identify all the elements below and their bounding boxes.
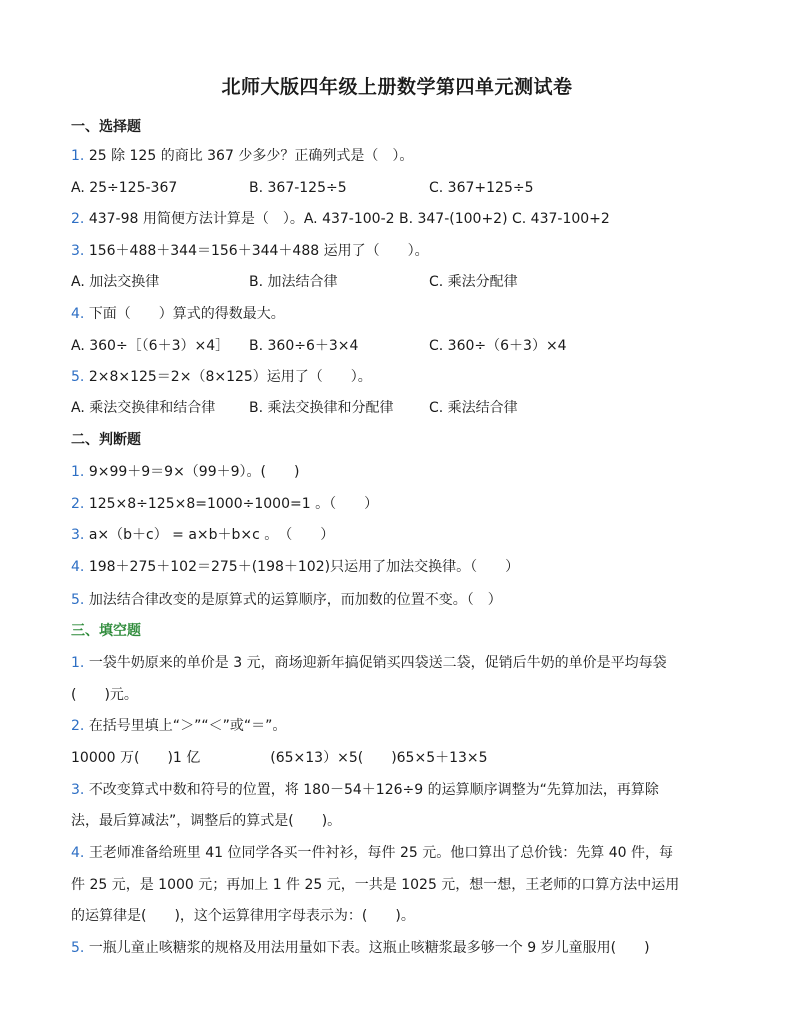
question-choice-1: [71, 146, 413, 166]
question-text: 125×8÷125×8=1000÷1000=1 。（ ）: [88, 496, 379, 512]
question-number: 2.: [71, 211, 85, 227]
question-fill-2: [71, 716, 286, 736]
option-a: A. 加法交换律: [71, 274, 160, 290]
question-number: 2.: [71, 718, 85, 734]
question-text: 156＋488＋344＝156＋344＋488 运用了（ ）。: [88, 243, 429, 259]
question-fill-4: [71, 843, 673, 863]
question-text: a×（b＋c） = a×b＋b×c 。 （ ）: [88, 527, 335, 543]
option-b: B. 360÷6＋3×4: [249, 338, 359, 354]
options-choice-3: [71, 272, 518, 292]
question-text: 加法结合律改变的是原算式的运算顺序，而加数的位置不变。（ ）: [88, 592, 502, 608]
question-fill-5: [71, 938, 650, 958]
question-fill-1-cont: ( )元。: [71, 687, 138, 703]
option-a: A. 360÷［（6＋3）×4］: [71, 338, 230, 354]
question-number: 4.: [71, 306, 85, 322]
question-judge-3: [71, 525, 334, 545]
question-text: 不改变算式中数和符号的位置，将 180－54＋126÷9 的运算顺序调整为“先算加法，再算除: [88, 782, 659, 798]
question-fill-4-cont2: 的运算律是( )，这个运算律用字母表示为：( )。: [71, 908, 415, 924]
options-choice-4: [71, 336, 567, 356]
question-number: 1.: [71, 464, 85, 480]
question-judge-5: [71, 590, 502, 610]
question-number: 5.: [71, 369, 85, 385]
question-text: 2×8×125＝2×（8×125）运用了（ ）。: [88, 369, 372, 385]
option-c: C. 367+125÷5: [429, 180, 534, 196]
section-heading-fill: 三、填空题: [71, 623, 141, 639]
question-text: 25 除 125 的商比 367 少多少？正确列式是（ ）。: [88, 148, 414, 164]
question-number: 1.: [71, 148, 85, 164]
question-number: 4.: [71, 559, 85, 575]
question-number: 4.: [71, 845, 85, 861]
question-text: 王老师准备给班里 41 位同学各买一件衬衫，每件 25 元。他口算出了总价钱：先算 40 件，每: [88, 845, 673, 861]
question-number: 2.: [71, 496, 85, 512]
option-b: B. 加法结合律: [249, 274, 338, 290]
question-number: 5.: [71, 592, 85, 608]
question-text: 一袋牛奶原来的单价是 3 元，商场迎新年搞促销买四袋送二袋，促销后牛奶的单价是平均每袋: [88, 655, 667, 671]
options-choice-1: [71, 178, 534, 198]
question-number: 3.: [71, 243, 85, 259]
option-a: A. 25÷125-367: [71, 180, 178, 196]
question-text: 一瓶儿童止咳糖浆的规格及用法用量如下表。这瓶止咳糖浆最多够一个 9 岁儿童服用( ): [88, 940, 650, 956]
question-judge-1: [71, 462, 299, 482]
question-choice-3: [71, 241, 429, 261]
question-text: 下面（ ）算式的得数最大。: [88, 306, 285, 322]
option-c: C. 乘法结合律: [429, 400, 518, 416]
section-heading-judge: 二、判断题: [71, 432, 141, 448]
question-number: 5.: [71, 940, 85, 956]
option-c: C. 乘法分配律: [429, 274, 518, 290]
question-text: 437-98 用简便方法计算是（ ）。A. 437-100-2 B. 347-(100+2) C. 437-100+2: [88, 211, 610, 227]
options-choice-5: [71, 398, 518, 418]
question-fill-3-cont: 法，最后算减法”，调整后的算式是( )。: [71, 813, 342, 829]
question-number: 1.: [71, 655, 85, 671]
question-fill-4-cont: 件 25 元，是 1000 元；再加上 1 件 25 元，一共是 1025 元，想一想，王老师的口算方法中运用: [71, 877, 680, 893]
question-fill-2-sub: 10000 万( )1 亿 (65×13）×5( )65×5＋13×5: [71, 750, 488, 766]
question-text: 198＋275＋102＝275＋(198＋102)只运用了加法交换律。（ ）: [88, 559, 520, 575]
option-b: B. 乘法交换律和分配律: [249, 400, 394, 416]
question-choice-4: [71, 304, 285, 324]
question-number: 3.: [71, 782, 85, 798]
question-judge-2: [71, 494, 378, 514]
question-choice-2: [71, 209, 610, 229]
question-fill-3: [71, 780, 659, 800]
question-text: 9×99＋9＝9×（99＋9）。( ): [88, 464, 300, 480]
page-title: 北师大版四年级上册数学第四单元测试卷: [221, 76, 573, 98]
section-heading-choice: 一、选择题: [71, 119, 141, 135]
option-b: B. 367-125÷5: [249, 180, 347, 196]
option-a: A. 乘法交换律和结合律: [71, 400, 216, 416]
question-judge-4: [71, 557, 519, 577]
option-c: C. 360÷（6＋3）×4: [429, 338, 567, 354]
question-fill-1: [71, 653, 667, 673]
question-number: 3.: [71, 527, 85, 543]
question-text: 在括号里填上“＞”“＜”或“＝”。: [88, 718, 287, 734]
question-choice-5: [71, 367, 372, 387]
